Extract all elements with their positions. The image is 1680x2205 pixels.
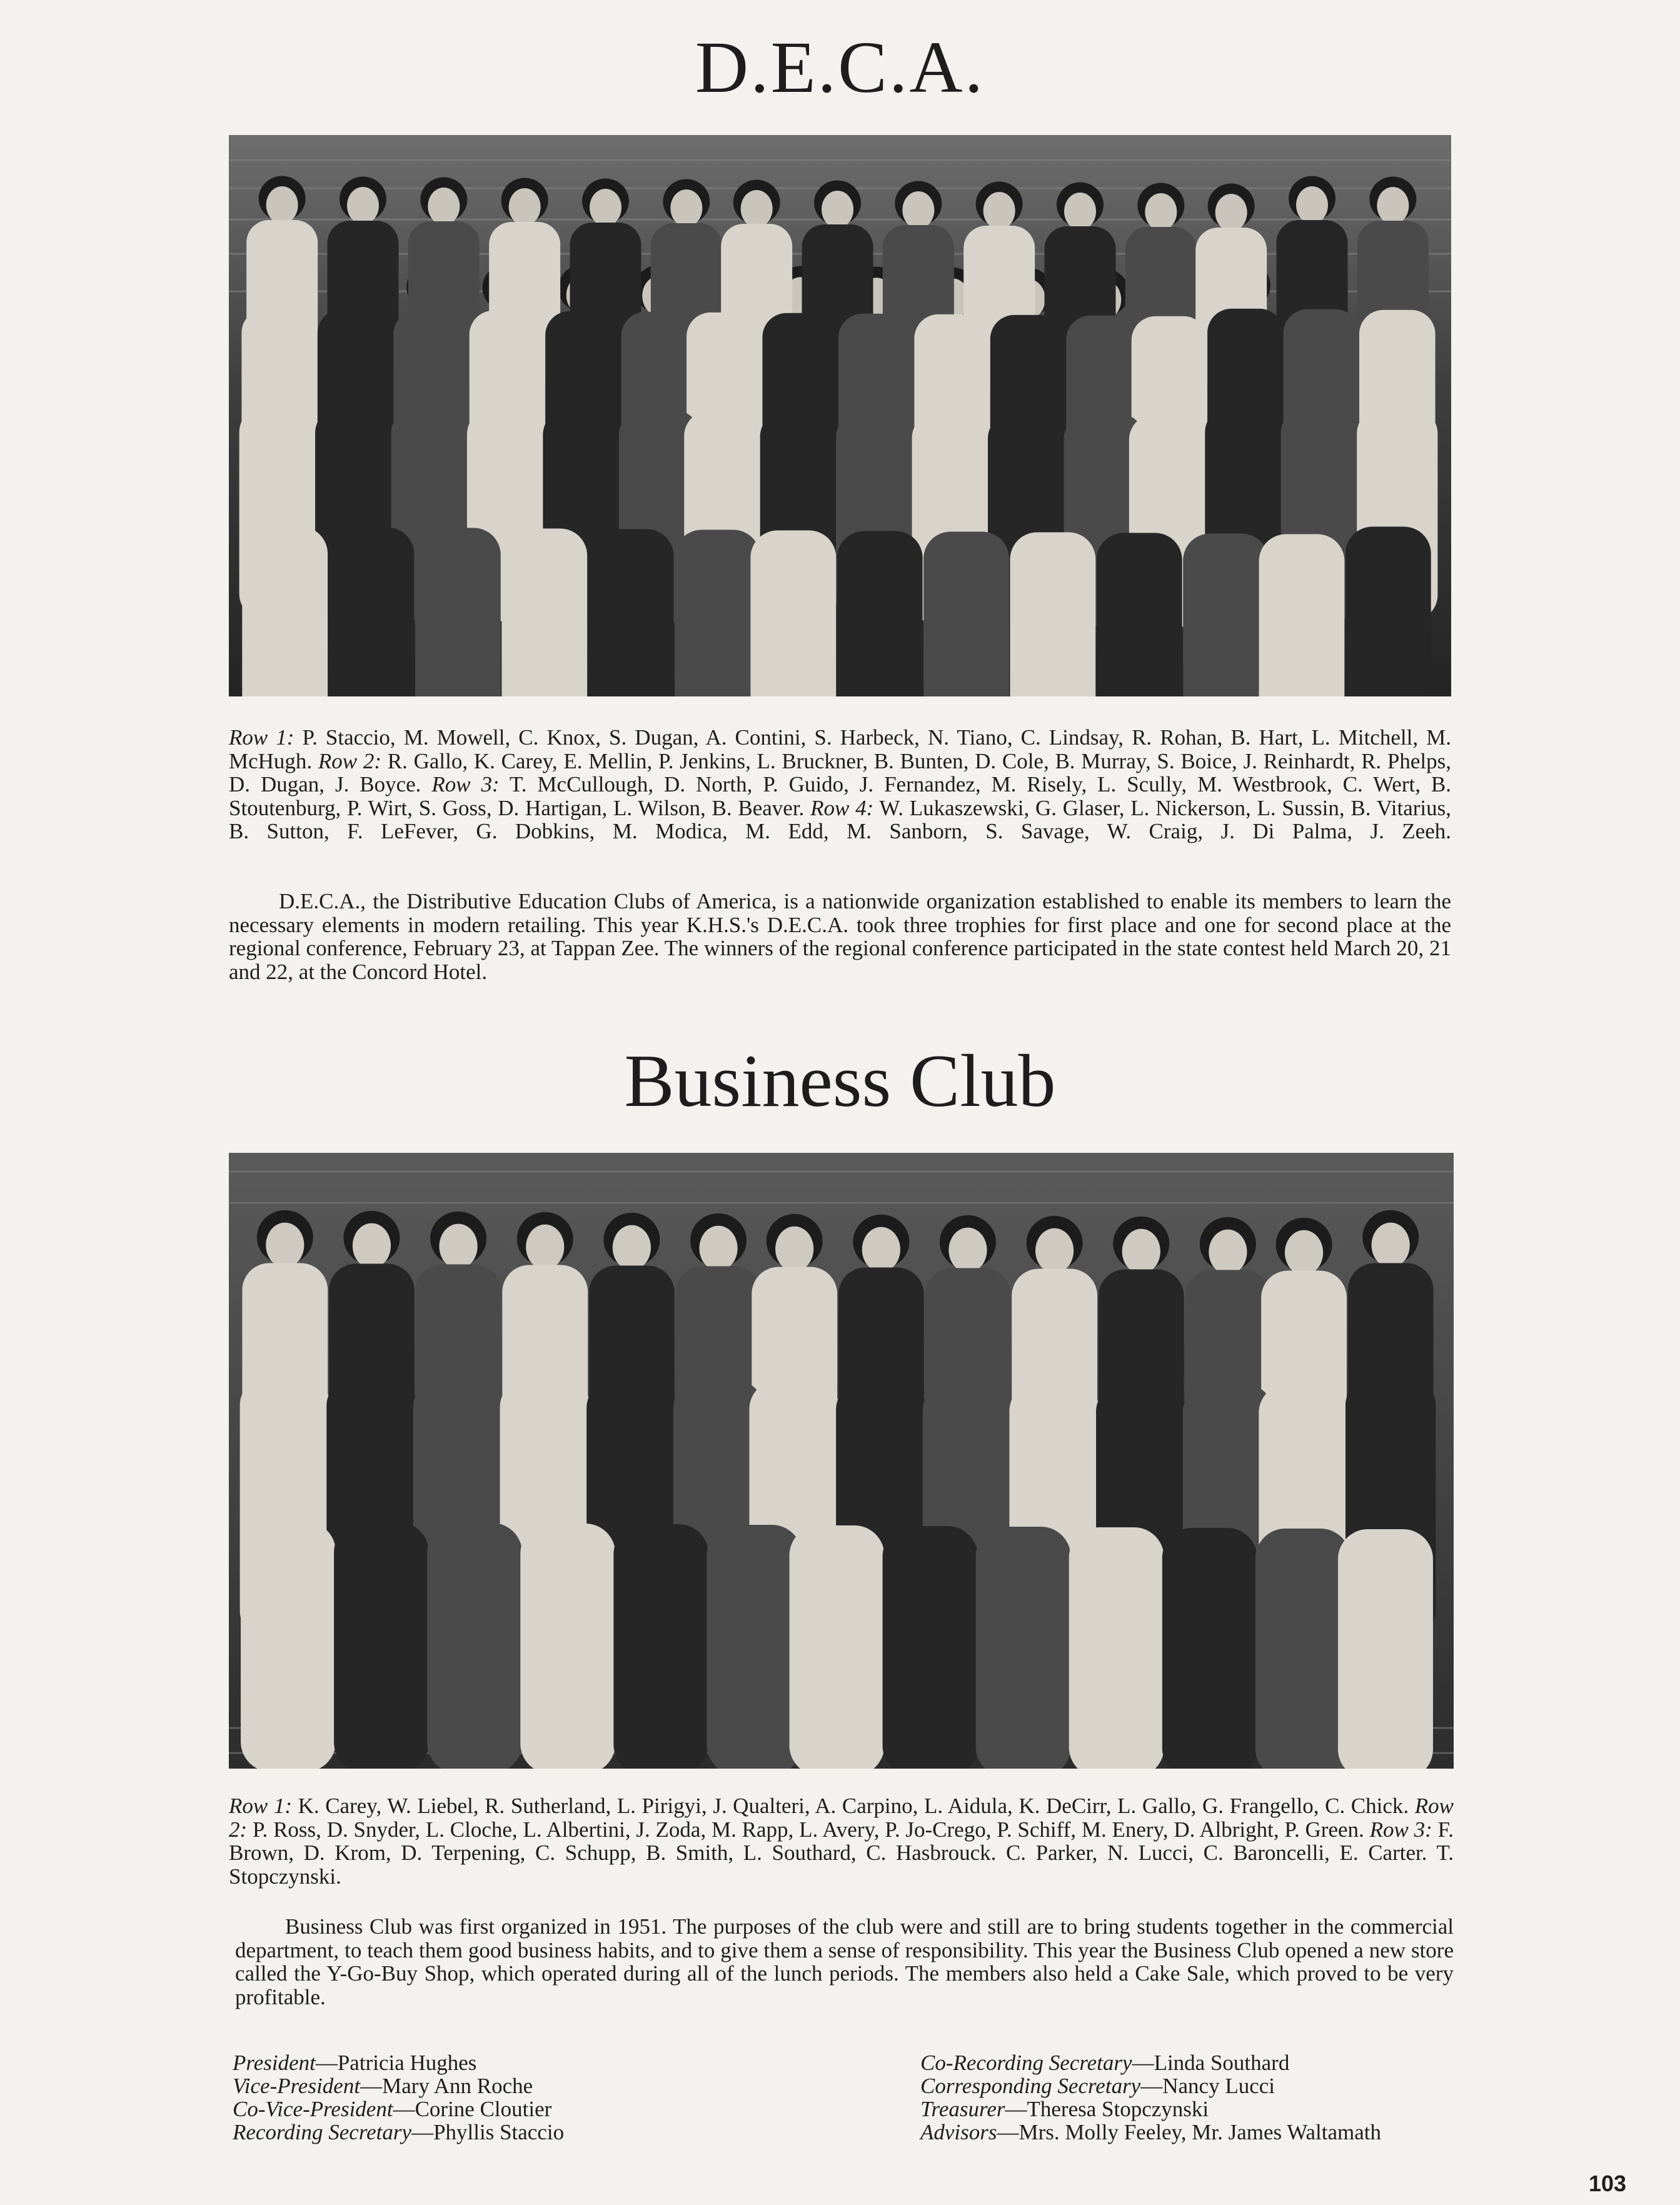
person-face <box>670 189 702 227</box>
person-body <box>675 530 760 696</box>
deca-caption-row-label: Row 3: <box>431 772 500 796</box>
person-body <box>334 1522 429 1769</box>
person-face <box>902 191 934 229</box>
deca-group-photo <box>229 135 1451 696</box>
person-face <box>590 189 621 226</box>
bc-caption-names: F. Brown, D. Krom, D. Terpening, C. Schupp, B. Smith, L. Southard, C. Hasbrouck. C. Parker, N. Lucci, C. Baroncelli, E. Carter. T. Stopczynski. <box>229 1817 1454 1889</box>
deca-description: D.E.C.A., the Distributive Education Clubs of America, is a nationwide organization established to enable its members to learn the necessary elements in modern retailing. This year K.H.S.'s D.E.C.A. took three trophies for first place and one for second place at the regional conference, February 23, at Tappan Zee. The winners of the regional conference participated in the state contest held March 20, 21 and 22, at the Concord Hotel. <box>229 889 1451 984</box>
person-body <box>501 528 587 696</box>
person-body <box>923 531 1009 696</box>
deca-caption-row-label: Row 4: <box>810 795 874 820</box>
officer-entry <box>920 2097 1381 2121</box>
officers-list-left <box>233 2051 564 2144</box>
person-body <box>1259 534 1345 696</box>
person-face <box>822 191 853 228</box>
officer-name: —Linda Southard <box>1132 2051 1290 2075</box>
bc-caption-row-label: Row 1: <box>229 1794 292 1818</box>
deca-title: D.E.C.A. <box>695 26 985 108</box>
bc-caption-row-label: Row 3: <box>1369 1817 1432 1842</box>
person-body <box>837 531 923 696</box>
officer-entry <box>233 2121 564 2144</box>
deca-caption-names: P. Staccio, M. Mowell, C. Knox, S. Dugan, A. Contini, S. Harbeck, N. Tiano, C. Lindsay, R. Rohan, B. Hart, L. Mitchell, M. McHugh. <box>229 725 1451 773</box>
person-face <box>428 188 460 225</box>
bc-caption-row-label: Row 2: <box>229 1794 1454 1842</box>
person-face <box>699 1226 737 1271</box>
person-face <box>948 1228 987 1273</box>
officer-name: —Mary Ann Roche <box>360 2074 533 2098</box>
deca-caption-row-label: Row 1: <box>229 725 294 750</box>
officer-entry <box>233 2074 564 2097</box>
person-face <box>862 1227 900 1272</box>
person-face <box>1296 186 1328 224</box>
officer-name: —Theresa Stopczynski <box>1005 2097 1209 2121</box>
officer-role: Co-Recording Secretary <box>920 2051 1132 2075</box>
officer-name: —Phyllis Staccio <box>411 2120 565 2144</box>
person-face <box>1209 1230 1247 1275</box>
business-club-group-photo <box>229 1153 1454 1769</box>
person-body <box>1010 532 1095 696</box>
person-body <box>329 527 415 696</box>
person-face <box>1215 194 1247 231</box>
officer-name: —Mrs. Molly Feeley, Mr. James Waltamath <box>997 2120 1381 2144</box>
person-body <box>883 1526 978 1769</box>
person-body <box>1097 533 1182 696</box>
person-face <box>1064 193 1096 230</box>
person-body <box>1069 1527 1164 1769</box>
deca-caption-names: W. Lukaszewski, G. Glaser, L. Nickerson, L. Sussin, B. Vitarius, B. Sutton, F. LeFever, G. Dobkins, M. Modica, M. Edd, M. Sanborn, S. Savage, W. Craig, J. Di Palma, J. Zeeh. <box>229 795 1451 843</box>
person-face <box>266 1223 304 1268</box>
person-body <box>707 1525 802 1769</box>
person-body <box>1346 526 1431 696</box>
person-body <box>241 1522 336 1769</box>
person-body <box>588 529 674 696</box>
person-face <box>1372 1223 1410 1268</box>
page-number: 103 <box>1589 2171 1627 2196</box>
officer-entry <box>920 2121 1381 2144</box>
person-face <box>1122 1229 1160 1274</box>
person-body <box>242 526 328 696</box>
person-face <box>266 186 298 224</box>
person-body <box>1183 533 1269 696</box>
officer-entry <box>233 2051 564 2074</box>
person-face <box>509 188 541 226</box>
officer-role: Treasurer <box>920 2097 1005 2121</box>
officer-role: Vice-President <box>233 2074 361 2098</box>
person-face <box>775 1227 813 1272</box>
officer-role: Recording Secretary <box>233 2120 412 2144</box>
officer-name: —Nancy Lucci <box>1140 2074 1275 2098</box>
person-body <box>1338 1529 1433 1769</box>
officer-name: —Patricia Hughes <box>315 2051 477 2075</box>
officer-entry <box>920 2074 1381 2097</box>
person-body <box>427 1523 522 1769</box>
person-face <box>613 1225 651 1270</box>
deca-caption-names: T. McCullough, D. North, P. Guido, J. Fernandez, M. Risely, L. Scully, M. Westbrook, C. Wert, B. Stoutenburg, P. Wirt, S. Goss, D. Hartigan, L. Wilson, B. Beaver. <box>229 772 1451 820</box>
person-face <box>353 1223 391 1268</box>
person-body <box>520 1524 615 1769</box>
person-body <box>1255 1529 1351 1769</box>
officer-entry <box>233 2097 564 2121</box>
person-body <box>750 530 836 696</box>
officer-role: Advisors <box>920 2120 997 2144</box>
deca-caption-names: R. Gallo, K. Carey, E. Mellin, P. Jenkins, L. Bruckner, B. Bunten, D. Cole, B. Murray, S. Boice, J. Reinhardt, R. Phelps, D. Dugan, J. Boyce. <box>229 748 1451 796</box>
person-face <box>1285 1230 1323 1275</box>
person-body <box>415 528 501 696</box>
officer-entry <box>920 2051 1381 2074</box>
person-face <box>440 1224 478 1269</box>
business-club-title: Business Club <box>624 1039 1056 1122</box>
person-body <box>1162 1528 1257 1769</box>
person-face <box>526 1225 564 1270</box>
person-body <box>976 1527 1071 1769</box>
bc-caption-names: K. Carey, W. Liebel, R. Sutherland, L. Pirigyi, J. Qualteri, A. Carpino, L. Aidula, K. DeCirr, L. Gallo, G. Frangello, C. Chick. <box>291 1794 1415 1818</box>
person-face <box>347 187 379 224</box>
business-club-description: Business Club was first organized in 1951. The purposes of the club were and still are to bring students together in the commercial department, to teach them good business habits, and to give them a sense of responsibility. This year the Business Club opened a new store called the Y-Go-Buy Shop, which operated during all of the lunch periods. The members also held a Cake Sale, which proved to be very profitable. <box>235 1914 1454 2009</box>
deca-roster-caption <box>229 726 1451 843</box>
officer-role: Corresponding Secretary <box>920 2074 1141 2098</box>
person-body <box>790 1525 885 1769</box>
officers-list-right <box>920 2051 1381 2144</box>
deca-caption-row-label: Row 2: <box>318 748 382 773</box>
person-face <box>741 190 773 228</box>
bc-caption-names: P. Ross, D. Snyder, L. Cloche, L. Albertini, J. Zoda, M. Rapp, L. Avery, P. Jo-Crego, P. Schiff, M. Enery, D. Albright, P. Green. <box>247 1817 1370 1842</box>
person-face <box>1035 1228 1074 1273</box>
officer-role: Co-Vice-President <box>233 2097 393 2121</box>
person-body <box>613 1524 708 1769</box>
business-club-roster-caption <box>229 1794 1454 1888</box>
person-face <box>1145 193 1177 231</box>
deca-photo-art <box>229 135 1451 696</box>
person-face <box>1377 187 1409 224</box>
person-face <box>983 192 1015 229</box>
business-club-photo-art <box>229 1153 1454 1769</box>
officer-name: —Corine Cloutier <box>393 2097 552 2121</box>
officer-role: President <box>233 2051 316 2075</box>
